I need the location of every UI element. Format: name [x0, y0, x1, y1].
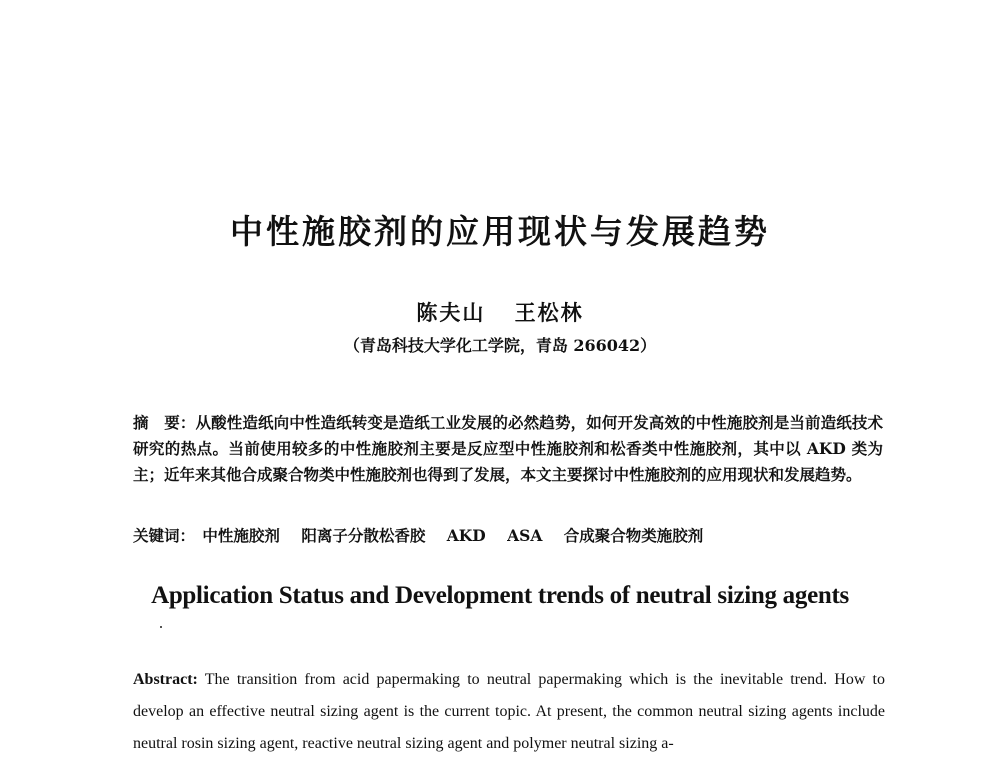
chinese-title: 中性施胶剂的应用现状与发展趋势 — [230, 212, 770, 251]
english-abstract-label: Abstract: — [133, 671, 198, 688]
english-abstract-text: The transition from acid papermaking to neutral papermaking which is the inevitable trend. How to develop an effective neutral sizing agent is the current topic. At present, the common neutral sizing agents include neutral rosin sizing agent, reactive neutral sizing agent and polymer neutral sizing a- — [133, 671, 885, 752]
keyword: AKD — [446, 526, 486, 545]
keywords-label: 关键词： — [133, 526, 196, 545]
author-list — [0, 297, 1000, 327]
chinese-abstract — [133, 410, 883, 488]
affiliation: （青岛科技大学化工学院，青岛 266042） — [343, 336, 657, 355]
chinese-abstract-label: 摘 要： — [133, 413, 196, 432]
author-name: 陈夫山 — [416, 300, 486, 325]
scan-speck — [160, 626, 162, 628]
english-title: Application Status and Development trends of neutral sizing agents — [151, 582, 849, 609]
keyword: 合成聚合物类施胶剂 — [563, 526, 704, 545]
chinese-abstract-text: 从酸性造纸向中性造纸转变是造纸工业发展的必然趋势，如何开发高效的中性施胶剂是当前造纸技术研究的热点。当前使用较多的中性施胶剂主要是反应型中性施胶剂和松香类中性施胶剂，其中以 AKD 类为主；近年来其他合成聚合物类中性施胶剂也得到了发展，本文主要探讨中性施胶剂的应用现状和发展趋势。 — [133, 413, 883, 484]
english-abstract — [133, 664, 885, 760]
keyword: 阳离子分散松香胶 — [301, 526, 426, 545]
keyword: 中性施胶剂 — [202, 526, 280, 545]
keyword: ASA — [507, 526, 543, 545]
author-name: 王松林 — [514, 300, 584, 325]
chinese-keywords — [133, 524, 883, 546]
